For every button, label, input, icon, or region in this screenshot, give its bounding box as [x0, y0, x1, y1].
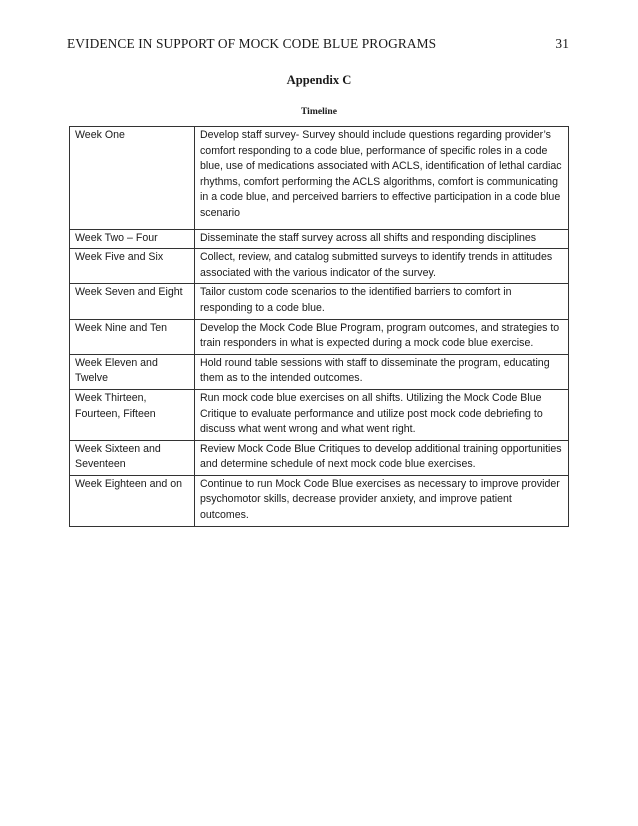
week-cell: Week Thirteen, Fourteen, Fifteen	[70, 389, 195, 440]
appendix-subtitle: Timeline	[300, 106, 338, 117]
week-cell: Week Eleven and Twelve	[70, 354, 195, 389]
week-cell: Week Nine and Ten	[70, 319, 195, 354]
activity-cell: Disseminate the staff survey across all shifts and responding disciplines	[195, 229, 569, 249]
activity-cell: Run mock code blue exercises on all shifts. Utilizing the Mock Code Blue Critique to evaluate performance and utilize post mock code debriefing to discuss what went wrong and what went right.	[195, 389, 569, 440]
table-row	[70, 127, 569, 230]
week-cell: Week Sixteen and Seventeen	[70, 440, 195, 475]
week-cell: Week Five and Six	[70, 249, 195, 284]
activity-cell: Review Mock Code Blue Critiques to develop additional training opportunities and determine schedule of next mock code blue exercises.	[195, 440, 569, 475]
activity-cell: Tailor custom code scenarios to the identified barriers to comfort in responding to a code blue.	[195, 284, 569, 319]
running-header	[67, 36, 569, 52]
table-row	[70, 440, 569, 475]
week-cell: Week One	[70, 127, 195, 230]
week-cell: Week Two – Four	[70, 229, 195, 249]
table-row	[70, 389, 569, 440]
running-title: EVIDENCE IN SUPPORT OF MOCK CODE BLUE PROGRAMS	[67, 36, 437, 51]
timeline-table	[69, 126, 569, 527]
week-cell: Week Seven and Eight	[70, 284, 195, 319]
activity-cell: Collect, review, and catalog submitted surveys to identify trends in attitudes associated with the various indicator of the survey.	[195, 249, 569, 284]
table-row	[70, 249, 569, 284]
appendix-title: Appendix C	[286, 73, 352, 87]
table-row	[70, 319, 569, 354]
table-row	[70, 475, 569, 526]
activity-cell: Develop staff survey- Survey should include questions regarding provider’s comfort responding to a code blue, performance of specific roles in a code blue, use of medications associated with ACLS, identification of lethal cardiac rhythms, comfort performing the ACLS algorithms, comfort is communicating in a code blue, and perceived barriers to effective participation in a code blue scenario	[195, 127, 569, 230]
activity-cell: Develop the Mock Code Blue Program, program outcomes, and strategies to train responders in what is expected during a mock code blue exercise.	[195, 319, 569, 354]
week-cell: Week Eighteen and on	[70, 475, 195, 526]
table-row	[70, 229, 569, 249]
activity-cell: Continue to run Mock Code Blue exercises as necessary to improve provider psychomotor skills, decrease provider anxiety, and improve patient outcomes.	[195, 475, 569, 526]
page-number: 31	[555, 36, 569, 51]
table-row	[70, 354, 569, 389]
table-row	[70, 284, 569, 319]
activity-cell: Hold round table sessions with staff to disseminate the program, educating them as to the intended outcomes.	[195, 354, 569, 389]
